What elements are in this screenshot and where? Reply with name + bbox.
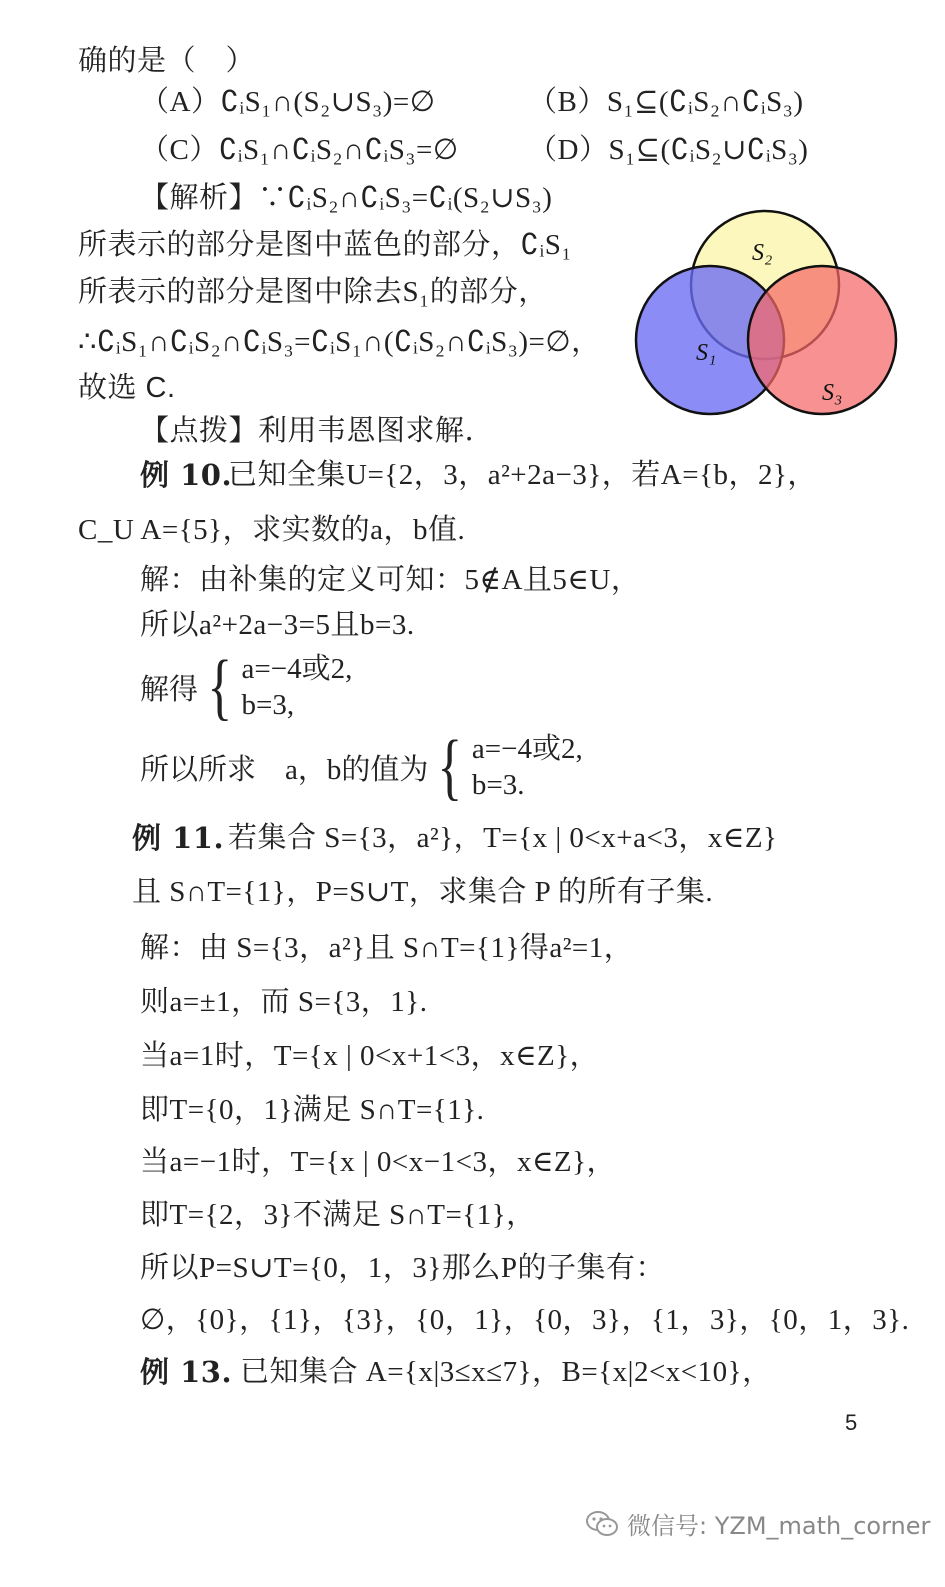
brace-1: {: [207, 646, 233, 728]
system-2-label: 所以所求 a，b的值为: [140, 753, 429, 786]
label-s2: S₂: [752, 240, 773, 266]
watermark: [585, 1506, 930, 1541]
hint-line: 【点拨】利用韦恩图求解.: [140, 413, 475, 447]
system-1-label: 解得: [140, 673, 199, 706]
text-line-23: 即T={2，3}不满足 S∩T={1}，: [140, 1199, 536, 1231]
text-line-1: 确的是（ ）: [78, 43, 256, 77]
text-line-11: C_U A={5}，求实数的a，b值.: [78, 514, 466, 546]
label-s1: S₁: [696, 340, 717, 366]
text-line-6: 所表示的部分是图中除去S₁的部分，: [78, 276, 548, 308]
analysis-line: 【解析】∵∁ᵢS₂∩∁ᵢS₃=∁ᵢ(S₂∪S₃): [140, 182, 553, 214]
brace-2: {: [437, 726, 463, 808]
system-1-row-2: b=3,: [241, 689, 295, 721]
text-line-5: 所表示的部分是图中蓝色的部分，∁ᵢS₁: [78, 229, 572, 261]
solution-system-1: [140, 646, 353, 728]
example-13-text: 已知集合 A={x|3≤x≤7}，B={x|2<x<10}，: [240, 1356, 772, 1388]
text-line-18: 解：由 S={3，a²}且 S∩T={1}得a²=1，: [140, 932, 634, 964]
text-line-17: 且 S∩T={1}，P=S∪T，求集合 P 的所有子集.: [132, 876, 714, 908]
venn-diagram: [630, 205, 902, 417]
text-line-7: ∴∁ᵢS₁∩∁ᵢS₂∩∁ᵢS₃=∁ᵢS₁∩(∁ᵢS₂∩∁ᵢS₃)=∅，: [78, 326, 601, 358]
text-line-12: 解：由补集的定义可知：5∉A且5∈U，: [140, 564, 641, 596]
example-10-text: 已知全集U={2，3，a²+2a−3}，若A={b，2}，: [228, 459, 817, 491]
text-line-20: 当a=1时，T={x | 0<x+1<3，x∈Z}，: [140, 1040, 600, 1072]
example-11-text: 若集合 S={3，a²}，T={x | 0<x+a<3，x∈Z}: [228, 822, 778, 854]
wechat-icon: [585, 1510, 619, 1538]
watermark-text: 微信号: YZM_math_corner: [627, 1512, 931, 1540]
subsets-line: ∅，{0}，{1}，{3}，{0，1}，{0，3}，{1，3}，{0，1，3}.: [140, 1304, 910, 1336]
system-2-row-2: b=3.: [471, 769, 525, 801]
solution-system-2: [140, 726, 583, 808]
option-b: （B）S₁⊆(∁ᵢS₂∩∁ᵢS₃): [528, 86, 804, 118]
option-c: （C）∁ᵢS₁∩∁ᵢS₂∩∁ᵢS₃=∅: [140, 134, 459, 166]
page-number: 5: [845, 1410, 858, 1435]
text-line-22: 当a=−1时，T={x | 0<x−1<3，x∈Z}，: [140, 1146, 617, 1178]
answer-line: 故选 C.: [78, 372, 176, 404]
option-d: （D）S₁⊆(∁ᵢS₂∪∁ᵢS₃): [528, 134, 809, 166]
text-line-19: 则a=±1，而 S={3，1}.: [140, 986, 428, 1018]
text-line-24: 所以P=S∪T={0，1，3}那么P的子集有：: [140, 1252, 665, 1284]
system-2-row-1: a=−4或2,: [471, 733, 583, 765]
system-1-row-1: a=−4或2,: [241, 653, 353, 685]
option-a: （A）∁ᵢS₁∩(S₂∪S₃)=∅: [140, 86, 436, 118]
example-13-label: 例 13.: [140, 1355, 233, 1389]
label-s3: S₃: [822, 380, 843, 406]
text-line-13: 所以a²+2a−3=5且b=3.: [140, 609, 415, 641]
text-line-21: 即T={0，1}满足 S∩T={1}.: [140, 1094, 485, 1126]
example-11-label: 例 11.: [132, 821, 225, 855]
example-10-label: 例 10.: [140, 458, 233, 492]
